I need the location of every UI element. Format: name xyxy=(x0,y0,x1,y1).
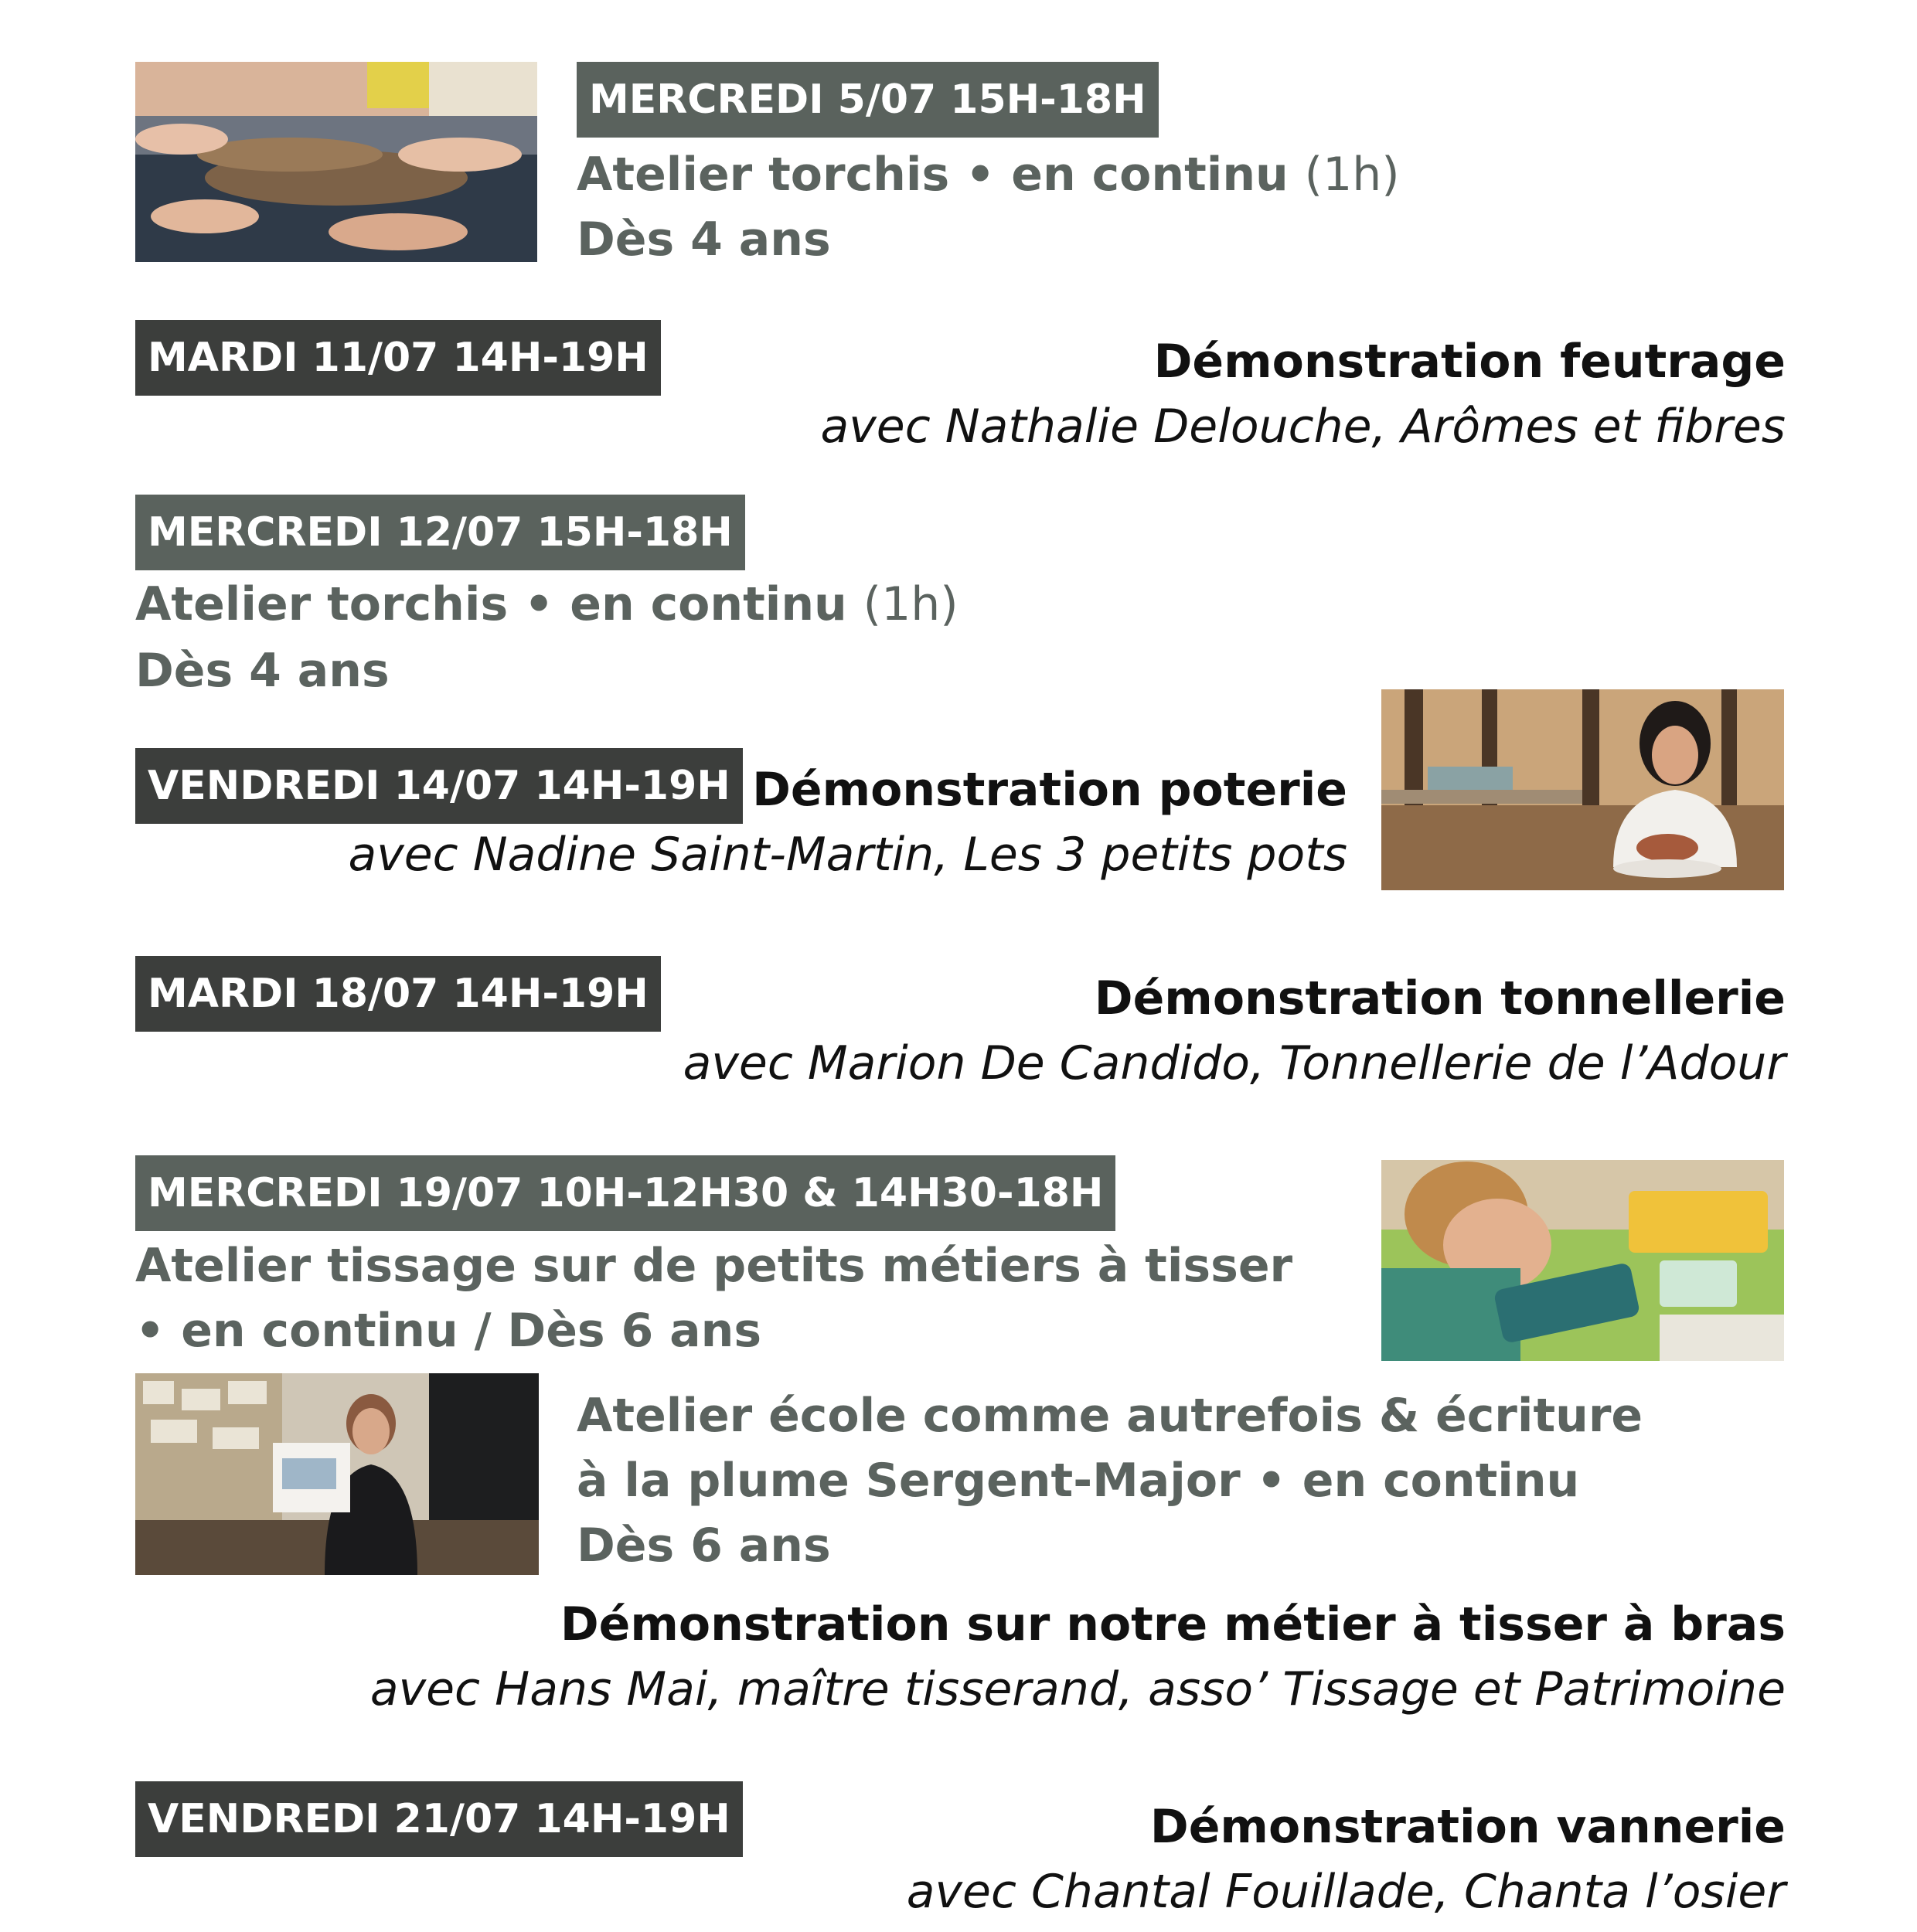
demo-artisan-tonnellerie: avec Marion De Candido, Tonnellerie de l’Adour xyxy=(683,1036,1786,1090)
demo-artisan-metier-a-tisser: avec Hans Mai, maître tisserand, asso’ Tissage et Patrimoine xyxy=(369,1662,1786,1716)
demo-title-poterie: Démonstration poterie xyxy=(752,763,1347,817)
demo-title-tonnellerie: Démonstration tonnellerie xyxy=(1094,971,1786,1026)
demo-artisan-vannerie: avec Chantal Fouillade, Chanta l’osier xyxy=(906,1865,1786,1919)
activity-title-tissage-line1: Atelier tissage sur de petits métiers à tisser xyxy=(135,1239,1293,1293)
date-badge-12-07: MERCREDI 12/07 15H-18H xyxy=(135,495,745,570)
demo-artisan-feutrage: avec Nathalie Delouche, Arômes et fibres xyxy=(820,400,1786,454)
photo-ecole xyxy=(135,1373,539,1575)
duration-label: (1h) xyxy=(1304,148,1400,202)
demo-artisan-poterie: avec Nadine Saint-Martin, Les 3 petits pots xyxy=(348,828,1347,882)
activity-title-main: Atelier torchis • en continu xyxy=(135,577,863,631)
activity-title-ecole-line1: Atelier école comme autrefois & écriture xyxy=(577,1389,1643,1443)
date-badge-14-07: VENDREDI 14/07 14H-19H xyxy=(135,748,743,824)
photo-poterie xyxy=(1381,689,1784,890)
activity-title-tissage-line2: • en continu / Dès 6 ans xyxy=(135,1304,762,1358)
duration-label: (1h) xyxy=(863,577,958,631)
age-label-2: Dès 4 ans xyxy=(135,644,390,698)
photo-torchis xyxy=(135,62,537,262)
activity-title-torchis-1 xyxy=(577,142,1400,207)
age-label-1: Dès 4 ans xyxy=(577,213,831,267)
photo-tissage xyxy=(1381,1160,1784,1361)
age-label-ecole: Dès 6 ans xyxy=(577,1519,831,1573)
demo-title-metier-a-tisser: Démonstration sur notre métier à tisser à bras xyxy=(560,1597,1786,1651)
date-badge-5-07: MERCREDI 5/07 15H-18H xyxy=(577,62,1159,138)
activity-title-torchis-2 xyxy=(135,572,958,637)
demo-title-feutrage: Démonstration feutrage xyxy=(1153,335,1786,389)
demo-title-vannerie: Démonstration vannerie xyxy=(1149,1800,1786,1854)
activity-title-ecole-line2: à la plume Sergent-Major • en continu xyxy=(577,1454,1580,1508)
activity-title-main: Atelier torchis • en continu xyxy=(577,148,1305,202)
date-badge-21-07: VENDREDI 21/07 14H-19H xyxy=(135,1781,743,1857)
date-badge-18-07: MARDI 18/07 14H-19H xyxy=(135,956,661,1032)
date-badge-19-07: MERCREDI 19/07 10H-12H30 & 14H30-18H xyxy=(135,1155,1115,1231)
date-badge-11-07: MARDI 11/07 14H-19H xyxy=(135,320,661,396)
